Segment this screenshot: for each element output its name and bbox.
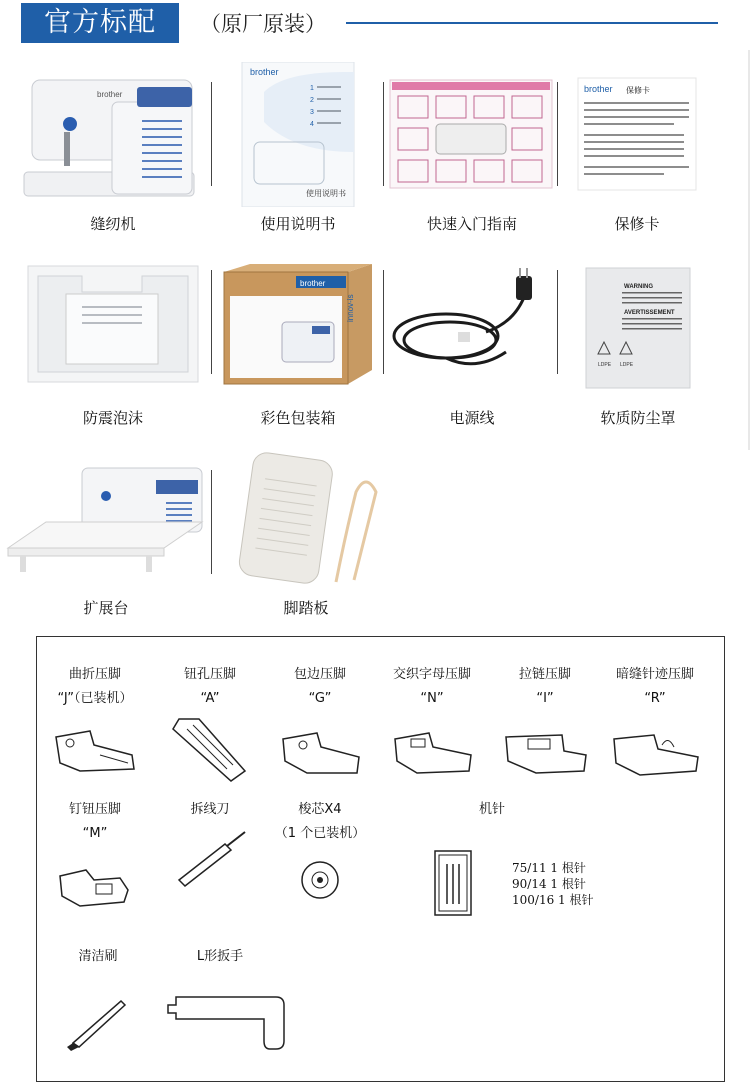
acc-code: “N” bbox=[420, 691, 444, 706]
zigzag-foot-icon bbox=[50, 725, 140, 785]
item-label: 缝纫机 bbox=[90, 215, 136, 233]
acc-code: “J”（已装机） bbox=[57, 691, 133, 706]
acc-buttonhole-foot bbox=[160, 663, 260, 789]
item-label: 脚踏板 bbox=[283, 599, 329, 617]
item-foam bbox=[22, 262, 204, 432]
monogram-foot-icon bbox=[387, 725, 477, 785]
acc-name: 钉钮压脚 bbox=[68, 802, 121, 817]
item-foot-pedal bbox=[226, 452, 386, 626]
acc-code: “R” bbox=[644, 691, 666, 706]
acc-name: 钮孔压脚 bbox=[183, 667, 236, 682]
svg-text:保修卡: 保修卡 bbox=[626, 86, 650, 95]
power-cord-image bbox=[386, 262, 558, 387]
acc-name: 机针 bbox=[478, 802, 505, 817]
acc-code: （1 个已装机） bbox=[274, 826, 366, 841]
acc-bobbins bbox=[270, 798, 370, 908]
buttonhole-foot-icon bbox=[165, 715, 255, 785]
divider bbox=[383, 270, 384, 374]
bobbin-icon bbox=[290, 854, 350, 904]
section-subtitle: （原厂原装） bbox=[200, 12, 326, 36]
needle-size: 90/14 1 根针 bbox=[512, 877, 586, 891]
acc-zigzag-foot bbox=[45, 663, 145, 789]
button-fitting-foot-icon bbox=[50, 856, 140, 916]
acc-code: “I” bbox=[536, 691, 554, 706]
item-label: 电源线 bbox=[449, 409, 495, 427]
acc-l-wrench bbox=[170, 945, 270, 1057]
item-warranty-card bbox=[562, 62, 712, 242]
extension-table-image bbox=[6, 466, 206, 576]
divider bbox=[211, 470, 212, 574]
divider bbox=[211, 270, 212, 374]
svg-text:3: 3 bbox=[310, 109, 314, 116]
acc-blind-stitch-foot bbox=[605, 663, 705, 789]
quick-guide-image bbox=[386, 62, 558, 202]
svg-text:AVERTISSEMENT: AVERTISSEMENT bbox=[624, 310, 675, 316]
foot-pedal-image bbox=[226, 452, 386, 587]
svg-text:4: 4 bbox=[310, 121, 314, 128]
item-label: 软质防尘罩 bbox=[600, 409, 676, 427]
svg-text:brother: brother bbox=[300, 279, 326, 288]
warranty-card-image bbox=[562, 62, 712, 202]
item-label: 防震泡沫 bbox=[82, 409, 143, 427]
header-rule bbox=[346, 22, 718, 24]
needle-pack-icon bbox=[434, 850, 472, 916]
svg-text:2: 2 bbox=[310, 97, 314, 104]
section-title: 官方标配 bbox=[21, 3, 179, 43]
acc-monogram-foot bbox=[382, 663, 482, 789]
acc-code: “G” bbox=[308, 691, 332, 706]
svg-text:LDPE: LDPE bbox=[598, 362, 612, 368]
svg-text:brother: brother bbox=[584, 84, 613, 94]
acc-button-fitting-foot bbox=[45, 798, 145, 920]
dust-cover-image bbox=[568, 262, 708, 392]
item-label: 彩色包装箱 bbox=[260, 409, 336, 427]
divider bbox=[557, 270, 558, 374]
needle-size: 100/16 1 根针 bbox=[512, 893, 594, 907]
item-label: 扩展台 bbox=[83, 599, 129, 617]
foam-image bbox=[22, 262, 204, 387]
needle-sizes bbox=[512, 860, 593, 908]
cleaning-brush-icon bbox=[63, 993, 133, 1053]
overcasting-foot-icon bbox=[275, 725, 365, 785]
item-box bbox=[222, 262, 374, 432]
svg-text:使用说明书: 使用说明书 bbox=[306, 189, 346, 198]
item-label: 快速入门指南 bbox=[426, 215, 517, 233]
acc-name: 包边压脚 bbox=[293, 667, 346, 682]
item-quick-guide bbox=[386, 62, 558, 242]
acc-code: “M” bbox=[82, 826, 108, 841]
item-dust-cover bbox=[568, 262, 708, 432]
acc-needles bbox=[442, 798, 542, 822]
l-wrench-icon bbox=[166, 993, 296, 1053]
acc-name: 交织字母压脚 bbox=[392, 667, 471, 682]
item-label: 使用说明书 bbox=[260, 215, 336, 233]
divider bbox=[383, 82, 384, 186]
item-manual bbox=[214, 62, 382, 242]
item-label: 保修卡 bbox=[614, 215, 660, 233]
svg-text:LDPE: LDPE bbox=[620, 362, 634, 368]
item-sewing-machine bbox=[22, 62, 204, 242]
svg-text:innov-is: innov-is bbox=[346, 294, 355, 322]
acc-overcasting-foot bbox=[270, 663, 370, 789]
acc-code: “A” bbox=[200, 691, 220, 706]
acc-name: 曲折压脚 bbox=[68, 667, 121, 682]
item-power-cord bbox=[386, 262, 558, 432]
svg-text:brother: brother bbox=[97, 90, 123, 99]
zipper-foot-icon bbox=[500, 725, 590, 785]
box-image bbox=[222, 262, 374, 387]
blind-stitch-foot-icon bbox=[610, 725, 700, 785]
svg-text:1: 1 bbox=[310, 85, 314, 92]
acc-name: 暗缝针迹压脚 bbox=[615, 667, 694, 682]
sewing-machine-image bbox=[22, 62, 204, 202]
acc-seam-ripper bbox=[160, 798, 260, 896]
manual-image bbox=[214, 62, 382, 207]
acc-name: 梭芯X4 bbox=[298, 802, 342, 817]
acc-name: L形扳手 bbox=[196, 949, 244, 964]
seam-ripper-icon bbox=[165, 822, 255, 892]
divider bbox=[211, 82, 212, 186]
acc-zipper-foot bbox=[495, 663, 595, 789]
acc-name: 拆线刀 bbox=[190, 802, 230, 817]
acc-name: 清洁刷 bbox=[78, 949, 118, 964]
svg-text:WARNING: WARNING bbox=[624, 284, 653, 290]
needle-size: 75/11 1 根针 bbox=[512, 861, 586, 875]
svg-text:brother: brother bbox=[250, 67, 279, 77]
divider bbox=[557, 82, 558, 186]
acc-cleaning-brush bbox=[48, 945, 148, 1057]
acc-name: 拉链压脚 bbox=[518, 667, 571, 682]
item-extension-table bbox=[6, 466, 206, 626]
